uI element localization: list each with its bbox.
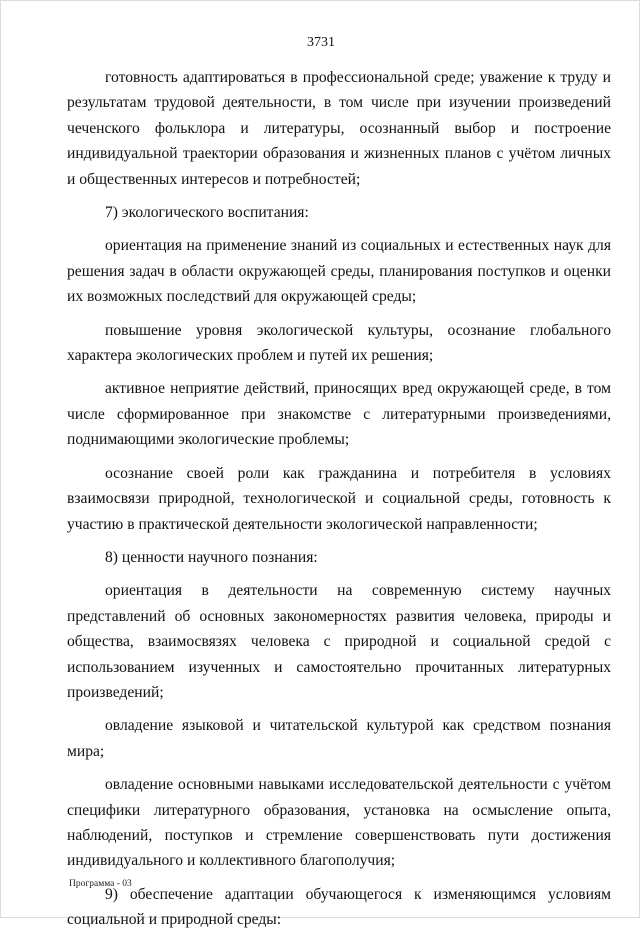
paragraph-scientific-orientation: ориентация в деятельности на современную систему научных представлений об основных закономерностях развития человека, природы и общества, взаимосвязях человека с природной и социальной средой с использованием изученных и самостоятельно прочитанных литературных произведений;: [67, 582, 611, 701]
paragraph-citizen-role: осознание своей роли как гражданина и потребителя в условиях взаимосвязи природной, технологической и социальной среды, готовность к участию в практической деятельности экологической направленности;: [67, 464, 611, 533]
paragraph-knowledge-application: ориентация на применение знаний из социальных и естественных наук для решения задач в области окружающей среды, планирования поступков и оценки их возможных последствий для окружающей среды;: [67, 237, 611, 306]
paragraph-language-culture: овладение языковой и читательской культурой как средством познания мира;: [67, 717, 611, 760]
heading-adaptation: 9) обеспечение адаптации обучающегося к изменяющимся условиям социальной и природной среды:: [67, 885, 611, 929]
paragraph-active-rejection: активное неприятие действий, приносящих вред окружающей среде, в том числе сформированное при знакомстве с литературными произведениями, поднимающими экологические проблемы;: [67, 380, 611, 449]
page-number: 3731: [307, 35, 335, 50]
document-body: [67, 65, 611, 941]
paragraph-readiness: готовность адаптироваться в профессиональной среде; уважение к труду и результатам трудовой деятельности, в том числе при изучении произведений чеченского фольклора и литературы, осознанный выбор и построение индивидуальной траектории образования и жизненных планов с учётом личных и общественных интересов и потребностей;: [67, 69, 611, 188]
footer-program-label: Программа - 03: [69, 879, 132, 889]
paragraph-research-skills: овладение основными навыками исследовательской деятельности с учётом специфики литературного образования, установка на осмысление опыта, наблюдений, поступков и стремление совершенствовать пути достижения индивидуального и коллективного благополучия;: [67, 776, 611, 870]
heading-ecological-education: 7) экологического воспитания:: [105, 204, 309, 222]
heading-scientific-knowledge: 8) ценности научного познания:: [105, 548, 318, 566]
paragraph-ecological-culture: повышение уровня экологической культуры, осознание глобального характера экологических проблем и путей их решения;: [67, 321, 611, 365]
